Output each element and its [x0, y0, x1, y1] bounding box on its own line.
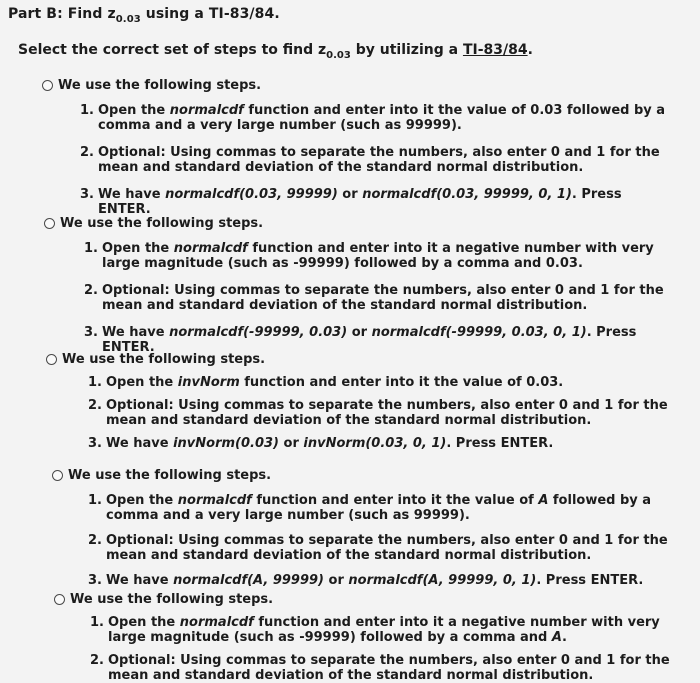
- radio-button-b[interactable]: [44, 218, 55, 229]
- answer-option-d[interactable]: [52, 468, 672, 598]
- answer-option-a[interactable]: [42, 78, 672, 229]
- step-item: 2. Optional: Using commas to separate the numbers, also enter 0 and 1 for the mean and standard deviation of the standard normal distribution.: [80, 145, 660, 175]
- step-item: 2. Optional: Using commas to separate the numbers, also enter 0 and 1 for the mean and standard deviation of the standard normal distribution.: [88, 533, 668, 563]
- option-label: We use the following steps.: [62, 352, 266, 367]
- step-item: 3. We have normalcdf(A, 99999) or normalcdf(A, 99999, 0, 1). Press ENTER.: [88, 573, 644, 588]
- part-b-heading: Part B: Find $z_{0.03}$ using a TI-83/84.: [8, 6, 280, 25]
- step-item: 3. We have invNorm(0.03) or invNorm(0.03, 0, 1). Press ENTER.: [88, 436, 554, 451]
- step-item: 2. Optional: Using commas to separate the numbers, also enter 0 and 1 for the mean and standard deviation of the standard normal distribution.: [88, 398, 668, 428]
- step-item: 2. Optional: Using commas to separate the numbers, also enter 0 and 1 for the mean and standard deviation of the standard normal distribution.: [84, 283, 664, 313]
- step-item: 1. Open the normalcdf function and enter into it the value of 0.03 followed by a comma and a very large number (such as 99999).: [80, 103, 666, 133]
- option-label: We use the following steps.: [70, 592, 274, 607]
- step-item: 3. We have normalcdf(0.03, 99999) or normalcdf(0.03, 99999, 0, 1). Press ENTER.: [80, 187, 622, 217]
- question-instruction: Select the correct set of steps to find $z_{0.03}$ by utilizing a TI-83/84.: [18, 42, 533, 61]
- radio-button-c[interactable]: [46, 354, 57, 365]
- option-label: We use the following steps.: [60, 216, 264, 231]
- answer-option-b[interactable]: [44, 216, 674, 367]
- ti-83-84-link[interactable]: TI-83/84: [462, 42, 528, 58]
- radio-button-a[interactable]: [42, 80, 53, 91]
- answer-option-c[interactable]: [46, 352, 676, 459]
- answer-option-e[interactable]: [54, 592, 670, 683]
- step-item: 2. Optional: Using commas to separate the numbers, also enter 0 and 1 for the mean and standard deviation of the standard normal distribution.: [90, 653, 670, 683]
- option-label: We use the following steps.: [68, 468, 272, 483]
- step-item: 1. Open the invNorm function and enter into it the value of 0.03.: [88, 375, 564, 390]
- step-item: 1. Open the normalcdf function and enter into it a negative number with very large magnitude (such as -99999) followed by a comma and A.: [90, 615, 660, 645]
- step-item: 1. Open the normalcdf function and enter into it the value of A followed by a comma and a very large number (such as 99999).: [88, 493, 652, 523]
- step-item: 3. We have normalcdf(-99999, 0.03) or normalcdf(-99999, 0.03, 0, 1). Press ENTER.: [84, 325, 637, 355]
- option-label: We use the following steps.: [58, 78, 262, 93]
- radio-button-d[interactable]: [52, 470, 63, 481]
- step-item: 1. Open the normalcdf function and enter into it a negative number with very large magnitude (such as -99999) followed by a comma and 0.03.: [84, 241, 654, 271]
- radio-button-e[interactable]: [54, 594, 65, 605]
